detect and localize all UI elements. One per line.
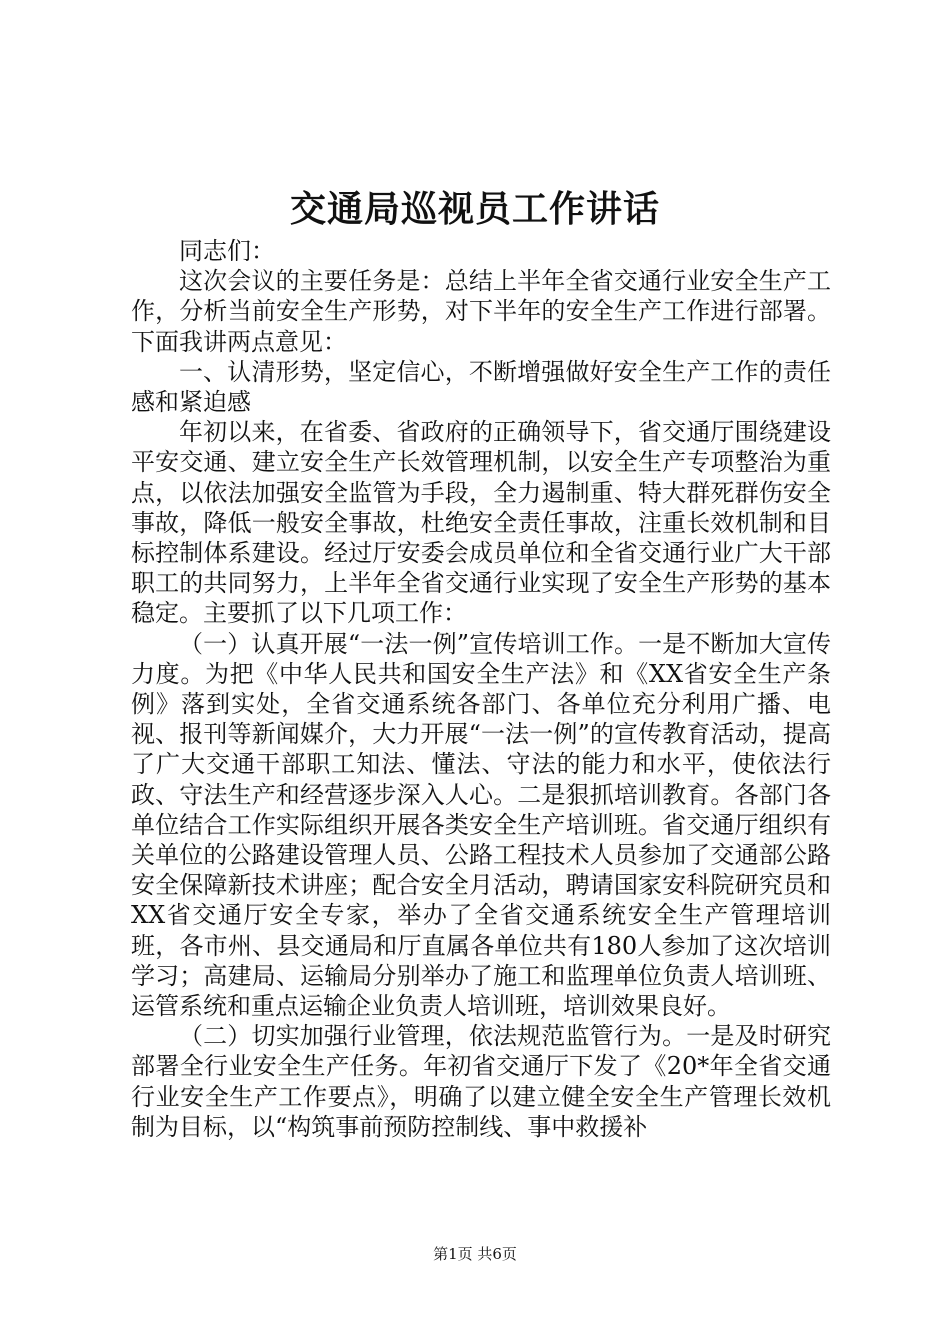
salutation-paragraph: 同志们： bbox=[179, 237, 275, 265]
document-title: 交通局巡视员工作讲话 bbox=[289, 188, 660, 230]
body-paragraph: 这次会议的主要任务是：总结上半年全省交通行业安全生产工作，分析当前安全生产形势，对下半年的安全生产工作进行部署。下面我讲两点意见： bbox=[131, 267, 831, 356]
document-body bbox=[131, 236, 831, 1142]
page-footer: 第1页 共6页 bbox=[433, 1245, 517, 1263]
body-paragraph: 年初以来，在省委、省政府的正确领导下，省交通厅围绕建设平安交通、建立安全生产长效管理机制，以安全生产专项整治为重点，以依法加强安全监管为手段，全力遏制重、特大群死群伤安全事故，降低一般安全事故，杜绝安全责任事故，注重长效机制和目标控制体系建设。经过厅安委会成员单位和全省交通行业广大干部职工的共同努力，上半年全省交通行业实现了安全生产形势的基本稳定。主要抓了以下几项工作： bbox=[131, 418, 831, 628]
section-heading-paragraph: 一、认清形势，坚定信心，不断增强做好安全生产工作的责任感和紧迫感 bbox=[131, 357, 831, 417]
body-paragraph: （一）认真开展“一法一例”宣传培训工作。一是不断加大宣传力度。为把《中华人民共和国安全生产法》和《XX省安全生产条例》落到实处，全省交通系统各部门、各单位充分利用广播、电视、报刊等新闻媒介，大力开展“一法一例”的宣传教育活动，提高了广大交通干部职工知法、懂法、守法的能力和水平，使依法行政、守法生产和经营逐步深入人心。二是狠抓培训教育。各部门各单位结合工作实际组织开展各类安全生产培训班。省交通厅组织有关单位的公路建设管理人员、公路工程技术人员参加了交通部公路安全保障新技术讲座；配合安全月活动，聘请国家安科院研究员和XX省交通厅安全专家，举办了全省交通系统安全生产管理培训班，各市州、县交通局和厅直属各单位共有180人参加了这次培训学习；高建局、运输局分别举办了施工和监理单位负责人培训班、运管系统和重点运输企业负责人培训班，培训效果良好。 bbox=[131, 629, 831, 1021]
body-paragraph: （二）切实加强行业管理，依法规范监管行为。一是及时研究部署全行业安全生产任务。年初省交通厅下发了《20*年全省交通行业安全生产工作要点》，明确了以建立健全安全生产管理长效机制为目标，以“构筑事前预防控制线、事中救援补 bbox=[131, 1022, 831, 1141]
